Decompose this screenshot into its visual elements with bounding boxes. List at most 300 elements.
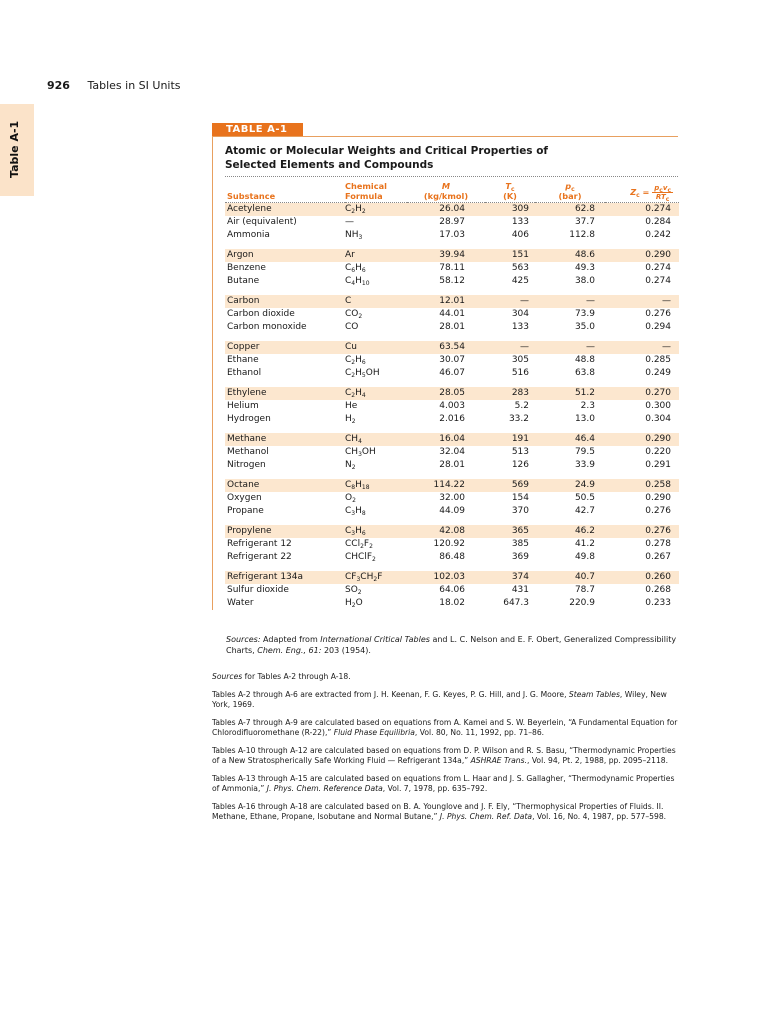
compressibility-cell: 0.304 [645, 414, 671, 424]
text-run: NH [345, 230, 359, 240]
critical-pressure-cell: 41.2 [574, 539, 595, 549]
source-note-paragraph [212, 802, 678, 823]
molar-mass-cell: 58.12 [439, 276, 465, 286]
text-run: 2 [351, 392, 356, 399]
substance-cell: Methane [225, 433, 345, 446]
text-run: 2 [360, 543, 364, 550]
critical-temp-cell: 563 [511, 263, 529, 273]
critical-pressure-cell: 78.7 [574, 585, 595, 595]
table-row [225, 413, 679, 426]
critical-temp-cell: 370 [511, 506, 529, 516]
critical-temp-cell: — [485, 295, 535, 308]
text-run: OH [361, 447, 376, 457]
molar-mass-cell: 120.92 [433, 539, 465, 549]
critical-pressure-cell: 37.7 [574, 217, 595, 227]
compressibility-cell: 0.276 [645, 506, 671, 516]
text-run: , Vol. 94, Pt. 2, 1988, pp. 2095–2118. [527, 756, 669, 765]
text-run: SO [345, 585, 358, 595]
critical-temp-cell: 406 [511, 230, 529, 240]
substance-cell: Nitrogen [227, 460, 266, 470]
text-run: 2 [372, 556, 376, 563]
substance-cell: Water [227, 598, 254, 608]
text-run: F [377, 572, 383, 582]
substance-cell: Ethanol [227, 368, 262, 378]
critical-temp-cell: 305 [511, 355, 529, 365]
critical-pressure-cell: 220.9 [569, 598, 595, 608]
compressibility-cell: 0.300 [645, 401, 671, 411]
text-run: 2 [357, 589, 362, 596]
formula-cell [345, 551, 407, 564]
text-run: International Critical Tables [320, 635, 430, 644]
group-gap [225, 380, 679, 387]
table-row [225, 321, 679, 334]
molar-mass-cell: 32.04 [439, 447, 465, 457]
text-run: 3 [358, 451, 362, 458]
substance-cell: Hydrogen [227, 414, 271, 424]
molar-mass-cell: 44.01 [439, 309, 465, 319]
compressibility-cell: — [605, 295, 679, 308]
text-run: 2 [373, 576, 378, 583]
formula-cell [345, 446, 407, 459]
compressibility-cell: 0.290 [605, 249, 679, 262]
critical-temp-cell: 133 [511, 217, 529, 227]
molar-mass-cell: 32.00 [439, 493, 465, 503]
formula-cell [345, 321, 407, 334]
group-gap [225, 426, 679, 433]
substance-cell: Copper [225, 341, 345, 354]
substance-cell: Propylene [225, 525, 345, 538]
formula-cell [345, 275, 407, 288]
source-note-paragraph [212, 672, 678, 683]
text-run: 203 (1954). [321, 646, 371, 655]
molar-mass-cell: 39.94 [407, 249, 485, 262]
formula-cell [345, 538, 407, 551]
molar-mass-cell: 42.08 [407, 525, 485, 538]
critical-temp-cell: 5.2 [514, 401, 529, 411]
compressibility-cell: 0.267 [645, 552, 671, 562]
text-run: Tables A-2 through A-6 are extracted from J. H. Keenan, F. G. Keyes, P. G. Hill, and J. G. Moore, [212, 689, 569, 699]
text-run: N [345, 460, 352, 470]
substance-cell: Helium [227, 401, 259, 411]
text-run: 3 [351, 530, 356, 537]
molar-mass-cell: 30.07 [439, 355, 465, 365]
text-run: 6 [361, 267, 366, 274]
group-gap [225, 518, 679, 525]
molar-mass-cell: 28.01 [439, 460, 465, 470]
formula-cell [345, 262, 407, 275]
molar-mass-cell: 64.06 [439, 585, 465, 595]
text-run: , Vol. 80, No. 11, 1992, pp. 71–86. [414, 728, 545, 737]
formula-cell [345, 295, 407, 308]
text-run: Fluid Phase Equilibria [333, 728, 415, 737]
formula-cell [345, 400, 407, 413]
text-run: Cu [345, 342, 357, 352]
critical-temp-cell: 304 [511, 309, 529, 319]
critical-pressure-cell: 48.8 [574, 355, 595, 365]
text-run: C [345, 526, 352, 536]
formula-cell [345, 492, 407, 505]
molar-mass-cell: 26.04 [407, 203, 485, 217]
molar-mass-cell: 12.01 [407, 295, 485, 308]
text-run: C [345, 263, 352, 273]
critical-temp-cell: 154 [511, 493, 529, 503]
text-run: CF [345, 572, 357, 582]
compressibility-cell: 0.249 [645, 368, 671, 378]
formula-cell [345, 597, 407, 610]
text-run: 2 [358, 313, 363, 320]
substance-cell: Refrigerant 134a [225, 571, 345, 584]
critical-pressure-cell: 33.9 [574, 460, 595, 470]
table-body [225, 203, 679, 611]
text-run: 10 [361, 280, 370, 287]
table-row [225, 597, 679, 610]
compressibility-cell: 0.294 [645, 322, 671, 332]
text-run: and L. C. Nelson and E. F. Obert, Generalized Compressibility Charts, [226, 635, 677, 655]
text-run: — [345, 217, 354, 227]
text-run: OH [365, 368, 380, 378]
page-number: 926 [47, 79, 70, 92]
compressibility-cell: 0.274 [645, 263, 671, 273]
table-row [225, 584, 679, 597]
molar-mass-cell: 78.11 [439, 263, 465, 273]
critical-temp-cell: 425 [511, 276, 529, 286]
compressibility-cell: 0.278 [645, 539, 671, 549]
molar-mass-cell: 44.09 [439, 506, 465, 516]
critical-pressure-cell: — [535, 341, 605, 354]
critical-temp-cell: 283 [485, 387, 535, 400]
source-note-paragraph [212, 718, 678, 739]
molar-mass-cell: 28.05 [407, 387, 485, 400]
critical-pressure-cell: 48.6 [535, 249, 605, 262]
compressibility-cell: 0.260 [605, 571, 679, 584]
table-row [225, 295, 679, 308]
col-compressibility: $Z_c$ = $\frac{p_cv_c}{RT_c}$ [630, 184, 671, 203]
text-run: H [345, 598, 352, 608]
group-gap [225, 472, 679, 479]
formula-cell [345, 459, 407, 472]
molar-mass-cell: 86.48 [439, 552, 465, 562]
table-row [225, 387, 679, 400]
compressibility-cell: 0.268 [645, 585, 671, 595]
source-notes [212, 672, 678, 830]
running-header [47, 79, 181, 92]
text-run: C [345, 480, 352, 490]
text-run: Tables A-16 through A-18 are calculated based on B. A. Younglove and J. F. Ely, “Thermophysical Properties of Fluids. II. Methane, Ethane, Propane, Isobutane and Normal Butane,” [212, 801, 664, 821]
critical-temp-cell: 569 [485, 479, 535, 492]
col-critical-pressure: $p_c$ (bar) [558, 181, 582, 201]
critical-pressure-cell: 2.3 [580, 401, 595, 411]
substance-cell: Benzene [227, 263, 266, 273]
col-critical-temp: $T_c$ (K) [503, 181, 517, 201]
compressibility-cell: 0.284 [645, 217, 671, 227]
text-run: 18 [361, 484, 370, 491]
text-run: , Vol. 7, 1978, pp. 635–792. [382, 784, 488, 793]
text-run: CO [345, 309, 359, 319]
text-run: H [355, 526, 362, 536]
formula-cell [345, 229, 407, 242]
text-run: J. Phys. Chem. Ref. Data [439, 812, 533, 821]
side-tab-label: Table A-1 [8, 120, 21, 178]
text-run: 4 [358, 438, 362, 445]
compressibility-cell: — [605, 341, 679, 354]
table-row [225, 433, 679, 446]
compressibility-cell: 0.274 [605, 203, 679, 217]
text-run: C [345, 368, 352, 378]
text-run: He [345, 401, 358, 411]
formula-cell [345, 367, 407, 380]
critical-temp-cell: 369 [511, 552, 529, 562]
critical-temp-cell: 365 [485, 525, 535, 538]
text-run: Tables A-7 through A-9 are calculated based on equations from A. Kamei and S. W. Beyerlein, “A Fundamental Equation for Chlorodifluoromethane (R-22),” [212, 717, 678, 737]
critical-pressure-cell: 49.3 [574, 263, 595, 273]
substance-cell: Octane [225, 479, 345, 492]
text-run: H [355, 263, 362, 273]
text-run: CH [345, 434, 359, 444]
table-row [225, 538, 679, 551]
substance-cell: Oxygen [227, 493, 262, 503]
compressibility-cell: 0.242 [645, 230, 671, 240]
text-run: O [355, 598, 363, 608]
text-run: H [355, 388, 362, 398]
table-row [225, 249, 679, 262]
critical-temp-cell: 309 [485, 203, 535, 217]
substance-cell: Sulfur dioxide [227, 585, 289, 595]
group-gap [225, 288, 679, 295]
text-run: 2 [351, 372, 356, 379]
molar-mass-cell: 18.02 [439, 598, 465, 608]
formula-cell [345, 308, 407, 321]
molar-mass-cell: 17.03 [439, 230, 465, 240]
table-row [225, 446, 679, 459]
text-run: C [345, 355, 352, 365]
critical-temp-cell: 374 [485, 571, 535, 584]
formula-cell [345, 433, 407, 446]
text-run: 3 [351, 510, 356, 517]
critical-pressure-cell: 35.0 [574, 322, 595, 332]
source-note-paragraph [212, 746, 678, 767]
compressibility-cell: 0.274 [645, 276, 671, 286]
table-row [225, 400, 679, 413]
text-run: H [355, 276, 362, 286]
col-substance: Substance [227, 191, 276, 201]
table-row [225, 275, 679, 288]
formula-cell [345, 249, 407, 262]
compressibility-cell: 0.290 [605, 433, 679, 446]
text-run: for Tables A-2 through A-18. [242, 672, 351, 681]
text-run: C [345, 204, 352, 214]
table-row [225, 505, 679, 518]
properties-table [225, 177, 679, 610]
compressibility-cell: 0.290 [645, 493, 671, 503]
text-run: H [355, 506, 362, 516]
table-row [225, 262, 679, 275]
group-gap [225, 334, 679, 341]
critical-pressure-cell: 40.7 [535, 571, 605, 584]
critical-temp-cell: 516 [511, 368, 529, 378]
substance-cell: Acetylene [225, 203, 345, 217]
text-run: 3 [356, 576, 361, 583]
header-row [225, 177, 679, 202]
molar-mass-cell: 114.22 [407, 479, 485, 492]
formula-cell [345, 584, 407, 597]
text-run: Sources: [226, 635, 261, 644]
critical-pressure-cell: 38.0 [574, 276, 595, 286]
table-row [225, 216, 679, 229]
molar-mass-cell: 28.01 [439, 322, 465, 332]
compressibility-cell: 0.276 [645, 309, 671, 319]
molar-mass-cell: 63.54 [407, 341, 485, 354]
table-row [225, 308, 679, 321]
critical-pressure-cell: 79.5 [574, 447, 595, 457]
text-run: CH [345, 447, 359, 457]
critical-temp-cell: — [485, 341, 535, 354]
text-run: Steam Tables [568, 689, 620, 699]
formula-cell [345, 413, 407, 426]
formula-cell [345, 387, 407, 400]
substance-cell: Butane [227, 276, 260, 286]
table-row [225, 229, 679, 242]
table-row [225, 459, 679, 472]
text-run: C [345, 388, 352, 398]
table-row [225, 341, 679, 354]
compressibility-cell: 0.233 [645, 598, 671, 608]
compressibility-cell: 0.276 [605, 525, 679, 538]
text-run: O [345, 493, 353, 503]
substance-cell: Ethylene [225, 387, 345, 400]
text-run: 6 [361, 530, 366, 537]
substance-cell: Refrigerant 22 [227, 552, 292, 562]
critical-pressure-cell: 112.8 [569, 230, 595, 240]
substance-cell: Methanol [227, 447, 269, 457]
text-run: Sources [212, 672, 243, 681]
critical-pressure-cell: 62.8 [535, 203, 605, 217]
table-row [225, 525, 679, 538]
molar-mass-cell: 102.03 [407, 571, 485, 584]
text-run: , Vol. 16, No. 4, 1987, pp. 577–598. [532, 812, 667, 821]
critical-temp-cell: 151 [485, 249, 535, 262]
critical-pressure-cell: 73.9 [574, 309, 595, 319]
formula-cell [345, 203, 407, 217]
table-row [225, 571, 679, 584]
text-run: 4 [351, 280, 356, 287]
text-run: 4 [361, 392, 366, 399]
text-run: 8 [351, 484, 356, 491]
table-source-note [226, 634, 678, 656]
substance-cell: Carbon monoxide [227, 322, 307, 332]
critical-pressure-cell: 13.0 [574, 414, 595, 424]
critical-pressure-cell: 42.7 [574, 506, 595, 516]
table-label: TABLE A-1 [212, 123, 303, 136]
critical-pressure-cell: 51.2 [535, 387, 605, 400]
col-molar-mass: M (kg/kmol) [423, 181, 469, 201]
table-row [225, 367, 679, 380]
substance-cell: Air (equivalent) [227, 217, 297, 227]
text-run: C [345, 506, 352, 516]
substance-cell: Propane [227, 506, 264, 516]
source-note-paragraph [212, 690, 678, 711]
critical-temp-cell: 385 [511, 539, 529, 549]
text-run: 3 [358, 234, 363, 241]
formula-cell [345, 525, 407, 538]
compressibility-cell: 0.258 [605, 479, 679, 492]
table-row [225, 479, 679, 492]
text-run: 2 [351, 359, 356, 366]
text-run: 2 [351, 418, 356, 425]
source-note-paragraph [212, 774, 678, 795]
text-run: 2 [361, 208, 366, 215]
critical-temp-cell: 126 [511, 460, 529, 470]
text-run: Adapted from [260, 635, 321, 644]
molar-mass-cell: 4.003 [439, 401, 465, 411]
text-run: 8 [361, 510, 366, 517]
text-run: H [355, 480, 362, 490]
compressibility-cell: 0.285 [645, 355, 671, 365]
text-run: Ar [345, 250, 355, 260]
critical-pressure-cell: 49.8 [574, 552, 595, 562]
compressibility-cell: 0.291 [645, 460, 671, 470]
substance-cell: Refrigerant 12 [227, 539, 292, 549]
formula-cell [345, 354, 407, 367]
critical-pressure-cell: — [535, 295, 605, 308]
text-run: 2 [351, 464, 356, 471]
molar-mass-cell: 16.04 [407, 433, 485, 446]
text-run: H [345, 414, 352, 424]
critical-temp-cell: 33.2 [508, 414, 529, 424]
formula-cell [345, 479, 407, 492]
text-run: 6 [361, 359, 366, 366]
text-run: 2 [369, 543, 373, 550]
critical-temp-cell: 431 [511, 585, 529, 595]
critical-pressure-cell: 63.8 [574, 368, 595, 378]
critical-temp-cell: 191 [485, 433, 535, 446]
table-box [212, 136, 678, 610]
substance-cell: Carbon [225, 295, 345, 308]
text-run: CCl [345, 539, 361, 549]
text-run: CH [360, 572, 374, 582]
critical-pressure-cell: 46.2 [535, 525, 605, 538]
critical-temp-cell: 513 [511, 447, 529, 457]
text-run: Chem. Eng., 61: [257, 646, 322, 655]
substance-cell: Carbon dioxide [227, 309, 295, 319]
table-row [225, 203, 679, 217]
table-row [225, 354, 679, 367]
text-run: Tables A-10 through A-12 are calculated based on equations from D. P. Wilson and R. S. Basu, “Thermodynamic Properties of a New Stratospherically Safe Working Fluid — Refrigerant 134a,” [212, 745, 676, 765]
text-run: 2 [351, 602, 356, 609]
text-run: Tables A-13 through A-15 are calculated based on equations from L. Haar and J. S. Gallagher, “Thermodynamic Properties of Ammonia,” [212, 773, 675, 793]
text-run: 2 [352, 497, 356, 504]
critical-temp-cell: 647.3 [503, 598, 529, 608]
critical-pressure-cell: 24.9 [535, 479, 605, 492]
text-run: CHClF [345, 552, 373, 562]
col-formula: Chemical Formula [345, 181, 387, 201]
critical-temp-cell: 133 [511, 322, 529, 332]
substance-cell: Argon [225, 249, 345, 262]
critical-pressure-cell: 46.4 [535, 433, 605, 446]
molar-mass-cell: 2.016 [439, 414, 465, 424]
formula-cell [345, 571, 407, 584]
text-run: H [355, 368, 362, 378]
text-run: 6 [351, 267, 356, 274]
table-row [225, 551, 679, 564]
text-run: CO [345, 322, 359, 332]
text-run: H [355, 204, 362, 214]
text-run: , Wiley, New York, 1969. [212, 689, 667, 709]
table-row [225, 492, 679, 505]
critical-pressure-cell: 50.5 [574, 493, 595, 503]
substance-cell: Ethane [227, 355, 259, 365]
group-gap [225, 242, 679, 249]
text-run: H [355, 355, 362, 365]
